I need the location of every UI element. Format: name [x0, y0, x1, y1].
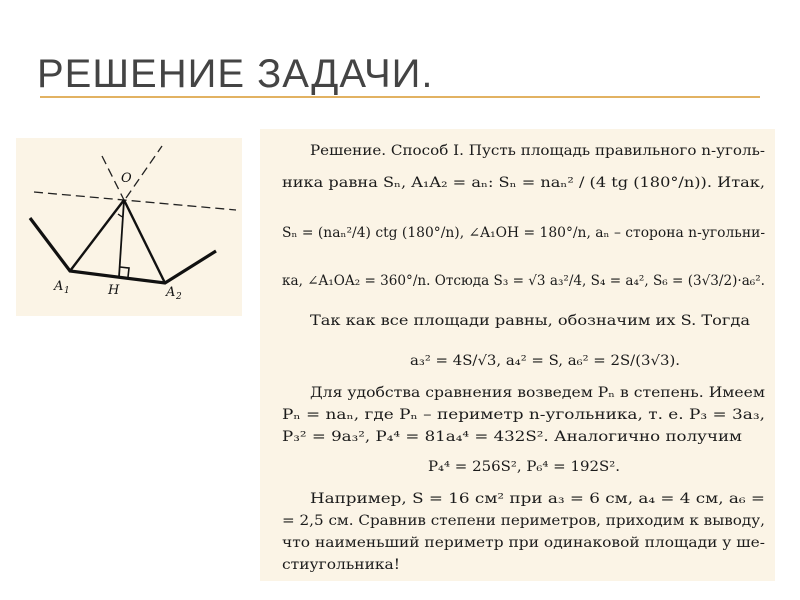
- label-h: H: [108, 283, 120, 298]
- solution-line-3: Sₙ = (naₙ²/4) ctg (180°/n), ∠A₁OH = 180°/n, aₙ – сторона n-угольни-: [282, 225, 765, 241]
- label-a2: A: [166, 285, 176, 300]
- solution-line-9: P₃² = 9a₃², P₄⁴ = 81a₄⁴ = 432S². Аналогично получим: [282, 429, 743, 445]
- solution-line-12: = 2,5 см. Сравнив степени периметров, приходим к выводу,: [282, 513, 765, 529]
- label-a1-sub: 1: [64, 286, 70, 296]
- geometry-figure: [16, 138, 242, 316]
- solution-lines: [260, 129, 775, 581]
- solution-line-4: ка, ∠A₁OA₂ = 360°/n. Отсюда S₃ = √3 a₃²/4, S₄ = a₄², S₆ = (3√3/2)·a₆².: [282, 273, 765, 289]
- right-angle-mark: [120, 267, 129, 277]
- solution-line-13: что наименьший периметр при одинаковой площади у ше-: [282, 535, 765, 551]
- segment-o-a1: [70, 200, 124, 271]
- solution-line-5: Так как все площади равны, обозначим их S. Тогда: [310, 313, 750, 329]
- solution-line-1: Решение. Способ I. Пусть площадь правильного n-уголь-: [310, 143, 765, 159]
- segment-o-a2: [124, 200, 165, 283]
- label-a2-sub: 2: [176, 292, 182, 302]
- solution-line-10: P₄⁴ = 256S², P₆⁴ = 192S².: [428, 459, 620, 475]
- title-divider: [40, 96, 760, 98]
- solution-line-14: стиугольника!: [282, 557, 400, 573]
- dashed-line-horizontal: [34, 192, 236, 210]
- height-oh: [119, 200, 124, 277]
- solution-line-7: Для удобства сравнения возведем Pₙ в степень. Имеем: [310, 385, 766, 401]
- solution-line-11: Например, S = 16 см² при a₃ = 6 см, a₄ = 4 см, a₆ =: [310, 491, 765, 507]
- solution-line-8: Pₙ = naₙ, где Pₙ – периметр n-угольника, т. е. P₃ = 3a₃,: [282, 407, 765, 423]
- solution-text-block: [260, 129, 775, 581]
- polygon-diagram: [16, 138, 242, 316]
- solution-line-2: ника равна Sₙ, A₁A₂ = aₙ: Sₙ = naₙ² / (4 tg (180°/n)). Итак,: [282, 175, 765, 191]
- label-a1: A: [54, 279, 64, 294]
- slide-title: РЕШЕНИЕ ЗАДАЧИ.: [37, 52, 434, 96]
- label-o: O: [121, 171, 132, 186]
- solution-line-6: a₃² = 4S/√3, a₄² = S, a₆² = 2S/(3√3).: [410, 353, 680, 369]
